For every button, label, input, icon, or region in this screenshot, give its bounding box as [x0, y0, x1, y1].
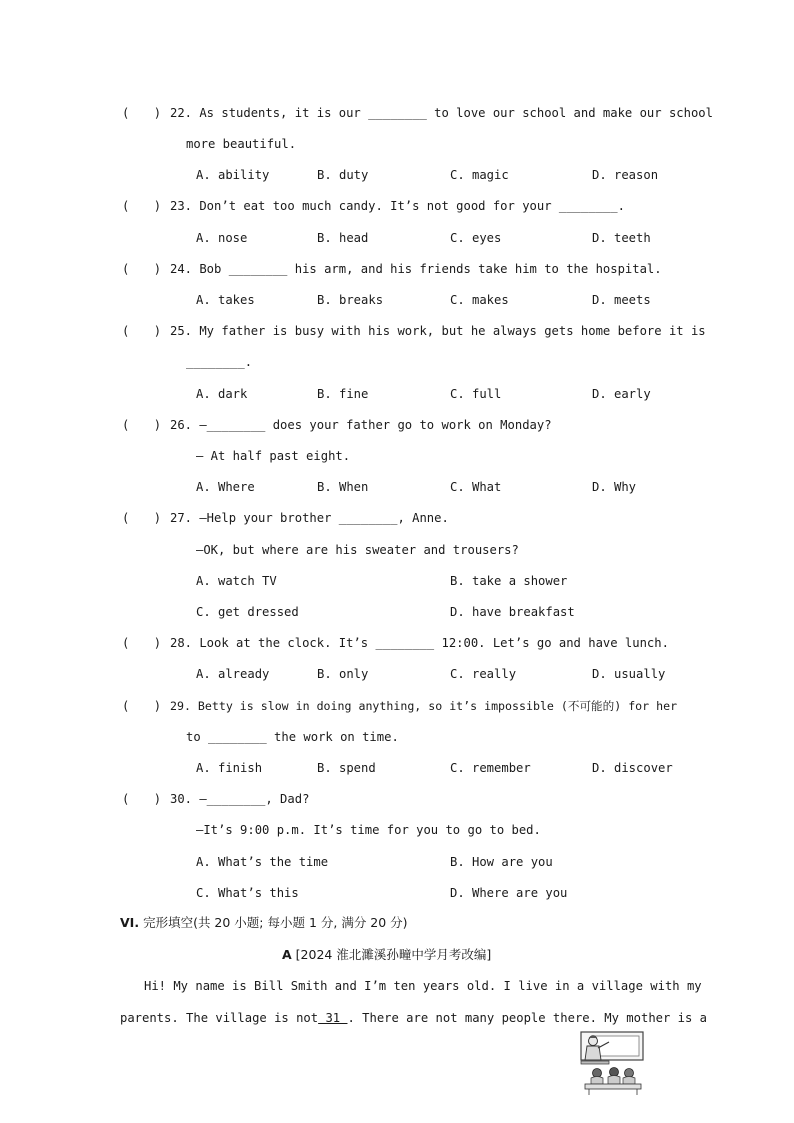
option-b: B. How are you: [450, 855, 553, 869]
passage-source: [2024 淮北濉溪孙疃中学月考改编]: [295, 947, 492, 962]
answer-parenthesis: ( ): [122, 106, 162, 120]
option-b: B. take a shower: [450, 574, 568, 588]
passage-line: Hi! My name is Bill Smith and I’m ten years old. I live in a village with my: [144, 979, 702, 993]
question-stem: 27. —Help your brother ________, Anne.: [170, 511, 449, 525]
option-b: B. head: [317, 231, 369, 245]
option-a: A. finish: [196, 761, 263, 775]
answer-parenthesis: ( ): [122, 199, 162, 213]
question-stem-continued: more beautiful.: [186, 137, 297, 151]
option-a: A. nose: [196, 231, 248, 245]
question-stem: 22. As students, it is our ________ to love our school and make our school: [170, 106, 713, 120]
option-a: A. watch TV: [196, 574, 277, 588]
question-stem: 24. Bob ________ his arm, and his friends take him to the hospital.: [170, 262, 662, 276]
option-d: D. Why: [592, 480, 637, 494]
question-stem: 28. Look at the clock. It’s ________ 12:00. Let’s go and have lunch.: [170, 636, 669, 650]
answer-parenthesis: ( ): [122, 792, 162, 806]
passage-line: [120, 1010, 707, 1026]
option-d: D. teeth: [592, 231, 651, 245]
option-a: A. dark: [196, 387, 248, 401]
option-c: C. eyes: [450, 231, 502, 245]
question-stem: 25. My father is busy with his work, but he always gets home before it is: [170, 324, 706, 338]
option-c: C. full: [450, 387, 502, 401]
section-label: VI.: [120, 915, 140, 930]
option-d: D. reason: [592, 168, 659, 182]
option-c: C. magic: [450, 168, 509, 182]
question-stem-continued: —OK, but where are his sweater and trousers?: [196, 543, 519, 557]
option-a: A. already: [196, 667, 270, 681]
passage-label: A: [282, 947, 292, 962]
option-c: C. makes: [450, 293, 509, 307]
cloze-blank: 31: [318, 1011, 348, 1025]
answer-parenthesis: ( ): [122, 262, 162, 276]
passage-text: parents. The village is not: [120, 1011, 319, 1025]
option-d: D. meets: [592, 293, 651, 307]
question-stem-continued: ________.: [186, 355, 253, 369]
option-b: B. When: [317, 480, 369, 494]
option-d: D. Where are you: [450, 886, 568, 900]
option-a: A. takes: [196, 293, 255, 307]
question-stem: 23. Don’t eat too much candy. It’s not good for your ________.: [170, 199, 625, 213]
answer-parenthesis: ( ): [122, 324, 162, 338]
option-a: A. Where: [196, 480, 255, 494]
answer-parenthesis: ( ): [122, 636, 162, 650]
option-c: C. really: [450, 667, 517, 681]
option-d: D. usually: [592, 667, 666, 681]
answer-parenthesis: ( ): [122, 511, 162, 525]
option-d: D. have breakfast: [450, 605, 575, 619]
passage-text: . There are not many people there. My mother is a: [347, 1011, 708, 1025]
section-title: 完形填空(共 20 小题; 每小题 1 分, 满分 20 分): [143, 915, 408, 930]
option-c: C. What: [450, 480, 502, 494]
option-d: D. early: [592, 387, 651, 401]
question-stem: 30. —________, Dad?: [170, 792, 310, 806]
question-stem-continued: to ________ the work on time.: [186, 730, 399, 744]
section-heading: [120, 915, 408, 931]
option-a: A. What’s the time: [196, 855, 329, 869]
option-b: B. duty: [317, 168, 369, 182]
option-a: A. ability: [196, 168, 270, 182]
option-b: B. breaks: [317, 293, 384, 307]
option-d: D. discover: [592, 761, 673, 775]
question-stem: 26. —________ does your father go to work on Monday?: [170, 418, 552, 432]
option-c: C. What’s this: [196, 886, 299, 900]
answer-parenthesis: ( ): [122, 418, 162, 432]
question-stem-continued: —It’s 9:00 p.m. It’s time for you to go to bed.: [196, 823, 541, 837]
option-b: B. fine: [317, 387, 369, 401]
option-c: C. get dressed: [196, 605, 299, 619]
answer-parenthesis: ( ): [122, 699, 162, 713]
passage-title: [282, 947, 491, 963]
question-stem-continued: — At half past eight.: [196, 449, 351, 463]
classroom-teacher-illustration: [579, 1031, 645, 1097]
option-b: B. only: [317, 667, 369, 681]
option-c: C. remember: [450, 761, 531, 775]
question-stem: 29. Betty is slow in doing anything, so it’s impossible (不可能的) for her: [170, 699, 678, 713]
option-b: B. spend: [317, 761, 376, 775]
